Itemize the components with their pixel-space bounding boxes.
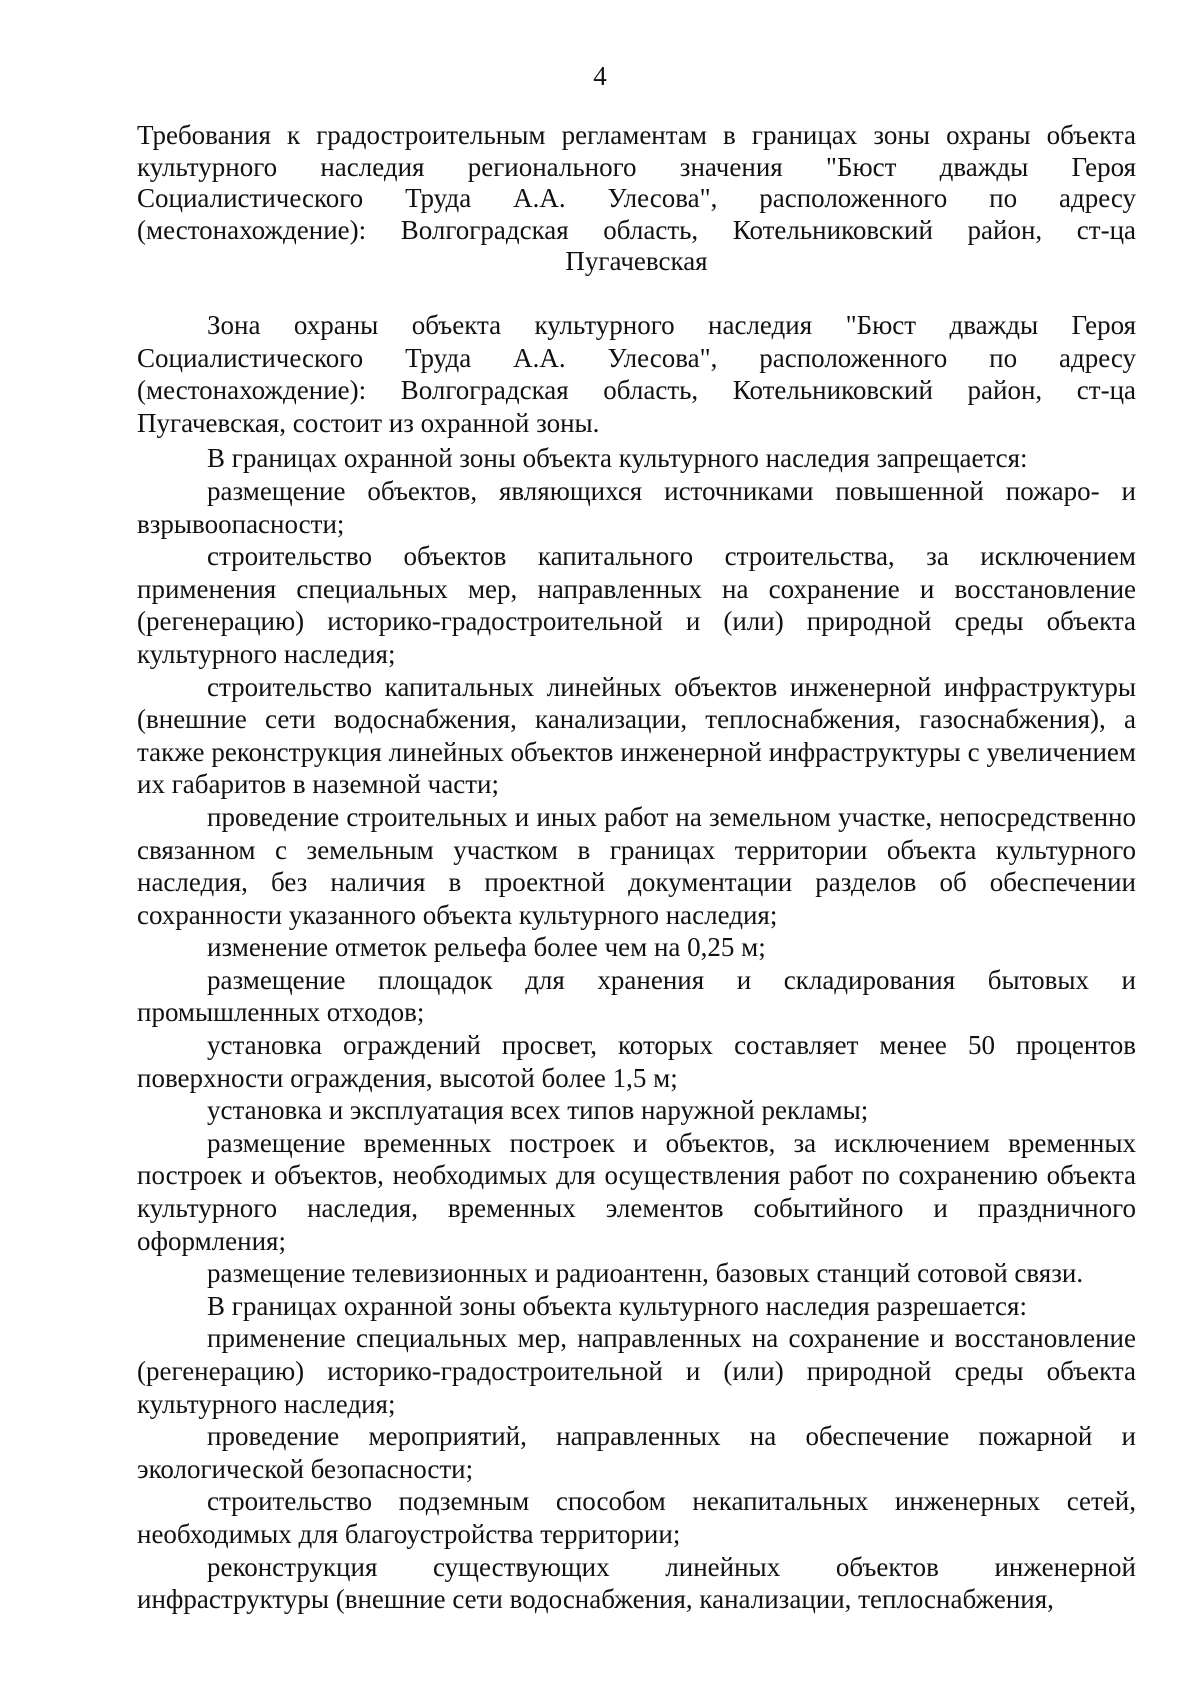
allowed-item: применение специальных мер, направленных на сохранение и восстановление (регенерацию) историко-градостроительной и (или) природной среды объекта культурного наследия;: [137, 1323, 1136, 1419]
prohibited-item: строительство капитальных линейных объектов инженерной инфраструктуры (внешние сети водоснабжения, канализации, теплоснабжения, газоснабжения), а также реконструкция линейных объектов инженерной инфраструктуры с увеличением их габаритов в наземной части;: [137, 671, 1136, 800]
prohibited-item: размещение площадок для хранения и складирования бытовых и промышленных отходов;: [137, 964, 1136, 1028]
intro-paragraph: Зона охраны объекта культурного наследия "Бюст дважды Героя Социалистического Труда А.А. Улесова", расположенного по адресу (местонахождение): Волгоградская область, Котельниковский район, ст-ца Пугачевская, состоит из охранной зоны.: [137, 310, 1136, 438]
allowed-heading: В границах охранной зоны объекта культурного наследия разрешается:: [207, 1290, 1027, 1321]
prohibited-item: проведение строительных и иных работ на земельном участке, непосредственно связанном с земельным участком в границах территории объекта культурного наследия, без наличия в проектной документации разделов об обеспечении сохранности указанного объекта культурного наследия;: [137, 801, 1136, 930]
prohibited-item: размещение объектов, являющихся источниками повышенной пожаро- и взрывоопасности;: [137, 475, 1136, 539]
allowed-item: строительство подземным способом некапитальных инженерных сетей, необходимых для благоустройства территории;: [137, 1486, 1136, 1549]
allowed-item: проведение мероприятий, направленных на обеспечение пожарной и экологической безопасности;: [137, 1421, 1136, 1484]
prohibited-item: размещение временных построек и объектов, за исключением временных построек и объектов, необходимых для осуществления работ по сохранению объекта культурного наследия, временных элементов событийного и праздничного оформления;: [137, 1127, 1136, 1256]
document-body: [137, 309, 1136, 1616]
prohibited-item: строительство объектов капитального строительства, за исключением применения специальных мер, направленных на сохранение и восстановление (регенерацию) историко-градостроительной и (или) природной среды объекта культурного наследия;: [137, 541, 1136, 669]
page-number: 4: [593, 61, 607, 91]
document-title: Требования к градостроительным регламентам в границах зоны охраны объекта культурного наследия регионального значения "Бюст дважды Героя Социалистического Труда А.А. Улесова", расположенного по адресу (местонахождение): Волгоградская область, Котельниковский район, ст-ца Пугачевская: [137, 120, 1136, 276]
prohibited-heading: В границах охранной зоны объекта культурного наследия запрещается:: [207, 443, 1028, 474]
prohibited-item: размещение телевизионных и радиоантенн, базовых станций сотовой связи.: [207, 1258, 1084, 1289]
allowed-item: реконструкция существующих линейных объектов инженерной инфраструктуры (внешние сети водоснабжения, канализации, теплоснабжения,: [137, 1551, 1136, 1615]
prohibited-item: установка и эксплуатация всех типов наружной рекламы;: [207, 1095, 869, 1126]
prohibited-item: изменение отметок рельефа более чем на 0,25 м;: [207, 932, 766, 963]
prohibited-item: установка ограждений просвет, которых составляет менее 50 процентов поверхности ограждения, высотой более 1,5 м;: [137, 1030, 1136, 1093]
